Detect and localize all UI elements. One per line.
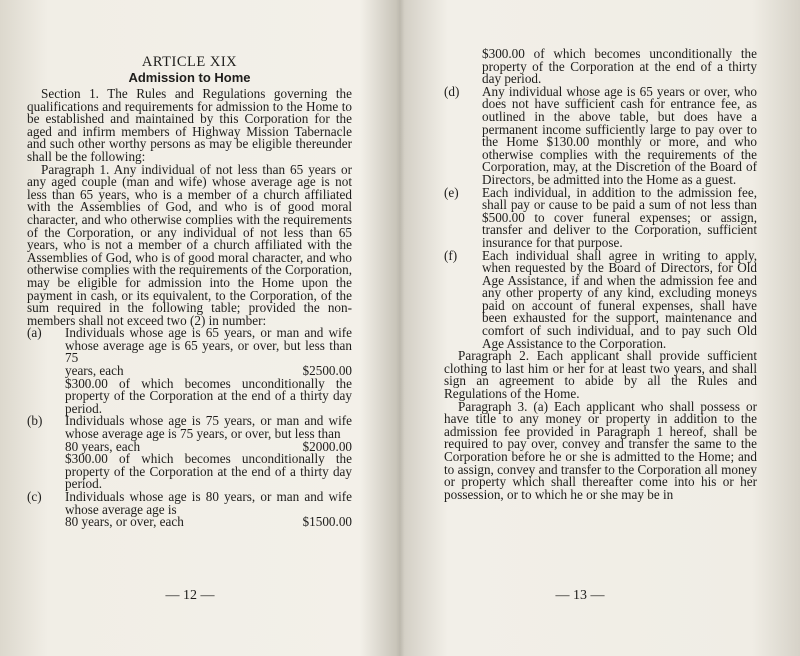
clause-label: (e) (444, 184, 459, 200)
amount-label: years, each (65, 363, 124, 379)
clause-a (27, 327, 352, 377)
amount-value: $2000.00 (302, 438, 352, 454)
clause-a-note: $300.00 of which becomes unconditionally the property of the Corporation at the end of a thirty day period. (65, 375, 352, 416)
clause-c (27, 491, 352, 529)
clause-text: Individuals whose age is 80 years, or man and wife whose average age is (65, 489, 352, 517)
right-page-text (444, 48, 757, 501)
clause-f (444, 247, 757, 351)
amount-label: 80 years, each (65, 438, 141, 454)
amount-line (65, 516, 352, 529)
clause-b (27, 415, 352, 453)
clause-text: Each individual, in addition to the admission fee, shall pay or cause to be paid a sum of not less than $500.00 to cover funeral expenses; or assign, transfer and deliver to the Corporation, sufficient insurance for that purpose. (482, 184, 757, 250)
clause-label: (a) (27, 325, 42, 341)
clause-text: Individuals whose age is 65 years, or man and wife whose average age is 65 years, or over, but less than 75 (65, 325, 352, 366)
amount-label: 80 years, or over, each (65, 514, 184, 530)
article-heading: ARTICLE XIX (141, 54, 238, 70)
paragraph-1: Paragraph 1. Any individual of not less than 65 years or any aged couple (man and wife) whose average age is not less than 65 years, who is a member of a church affiliated with the Assemblies of God, and who is of good moral character, and who otherwise complies with the requirements of the Corporation, or any individual of not less than 65 years, who is not a member of a church affiliated with the Assemblies of God, who is of good moral character, and who otherwise complies with the requirements of the Corporation, may be eligible for admission into the Home upon the payment in cash, or its equivalent, to the Corporation, of the sum required in the following table; provided the non-members shall not exceed two (2) in number: (27, 161, 352, 328)
article-subheading: Admission to Home (128, 70, 251, 85)
page-number: — 13 — (555, 588, 605, 603)
clause-label: (c) (27, 489, 42, 504)
left-page-text (27, 54, 352, 529)
clause-b-note: $300.00 of which becomes unconditionally the property of the Corporation at the end of a thirty day period. (65, 451, 352, 492)
right-page (400, 0, 800, 656)
paragraph-3: Paragraph 3. (a) Each applicant who shall possess or have title to any money or property in addition to the admission fee provided in Paragraph 1 hereof, shall be required to pay over, convey and transfer the same to the Corporation before he or she is admitted to the Home; and to assign, convey and transfer to the Corporation all money or property which shall thereafter come into his or her possession, or to which he or she may be in (444, 398, 757, 502)
clause-e (444, 184, 757, 250)
amount-value: $2500.00 (302, 363, 352, 379)
clause-d (444, 83, 757, 187)
clause-c-note: $300.00 of which becomes unconditionally the property of the Corporation at the end of a thirty day period. (482, 46, 757, 87)
clause-text: Individuals whose age is 75 years, or man and wife whose average age is 75 years, or over, but less than (65, 413, 352, 442)
amount-value: $1500.00 (302, 514, 352, 530)
clause-label: (b) (27, 413, 43, 429)
page-number: — 12 — (165, 588, 215, 603)
clause-label: (d) (444, 83, 460, 99)
clause-text: Any individual whose age is 65 years or over, who does not have sufficient cash for entrance fee, as outlined in the above table, but does have a permanent income sufficiently large to pay over to the Home $130.00 monthly or more, and who otherwise complies with the requirements of the Corporation, may, at the Discretion of the Board of Directors, be admitted into the Home as a guest. (482, 83, 757, 187)
paragraph-2: Paragraph 2. Each applicant shall provide sufficient clothing to last him or her for at least two years, and shall sign an agreement to abide by all the Rules and Regulations of the Home. (444, 348, 757, 402)
clause-text: Each individual shall agree in writing to apply, when requested by the Board of Directors, for Old Age Assistance, if and when the admission fee and any other property of any kind, excluding moneys paid on account of funeral expenses, shall have been exhausted for the support, maintenance and comfort of such individual, and to pay such Old Age Assistance to the Corporation. (482, 247, 757, 351)
clause-label: (f) (444, 247, 458, 263)
section-1: Section 1. The Rules and Regulations governing the qualifications and requirements for admission to the Home to be established and maintained by this Corporation for the aged and infirm members of Highway Mission Tabernacle and such other worthy persons as may be eligible thereunder shall be the following: (27, 86, 352, 164)
